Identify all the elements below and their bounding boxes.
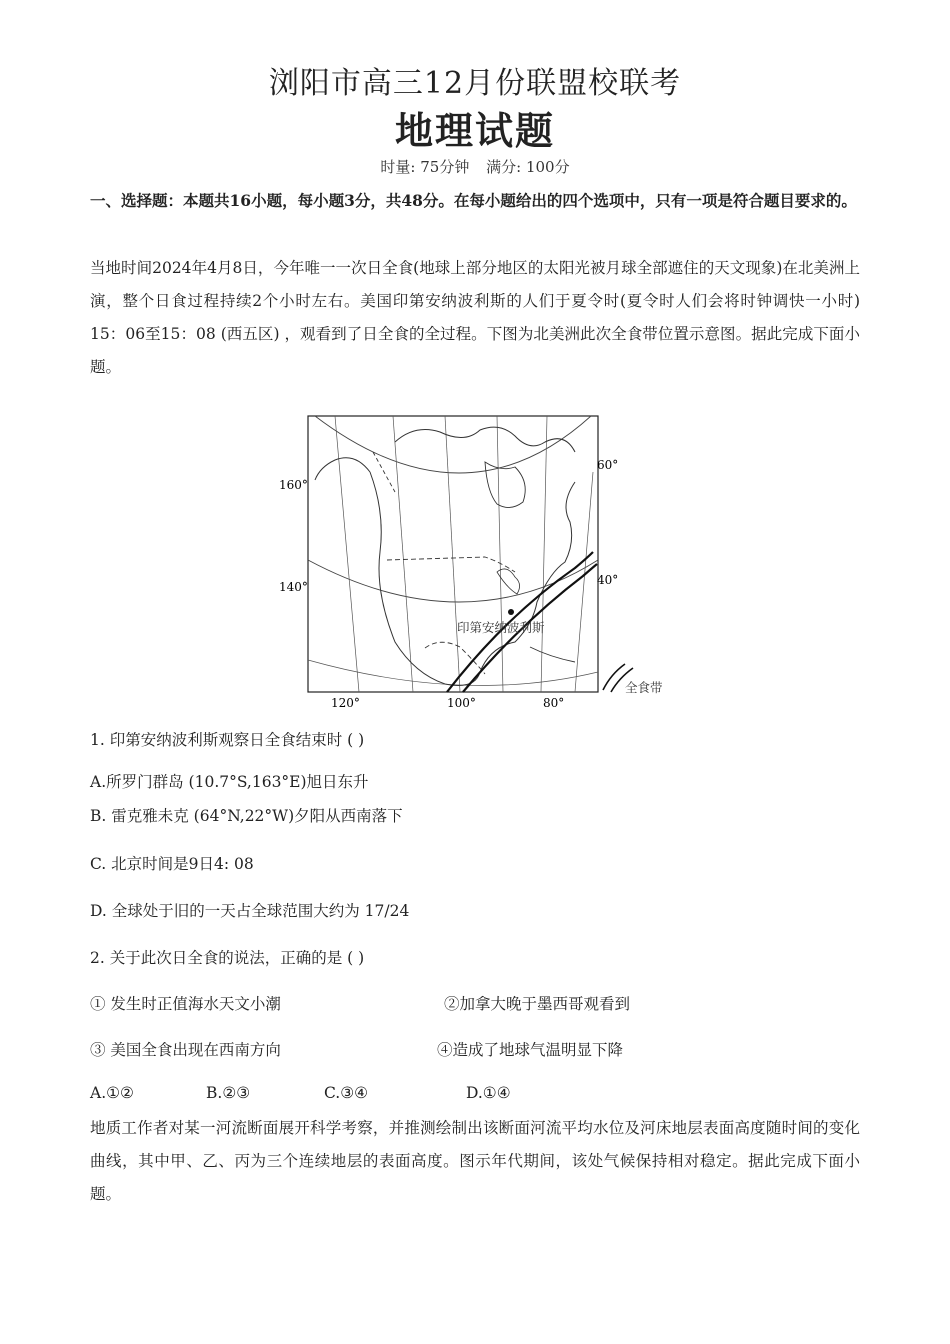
exam-meta xyxy=(0,156,950,177)
legend-label: 全食带 xyxy=(625,680,663,695)
city-label: 印第安纳波利斯 xyxy=(457,620,545,635)
lon-label-100: 100° xyxy=(447,696,476,710)
lon-label-140: 140° xyxy=(279,580,308,594)
full-score: 满分: 100分 xyxy=(486,158,570,176)
q2-statement-4: ④造成了地球气温明显下降 xyxy=(437,1041,624,1059)
q2-statement-2: ②加拿大晚于墨西哥观看到 xyxy=(444,995,631,1013)
subject-title: 地理试题 xyxy=(394,108,555,153)
q2-stem: 2. 关于此次日全食的说法，正确的是 ( ) xyxy=(90,949,365,967)
q2-option-a: A.①② xyxy=(90,1084,134,1102)
lat-label-60: 60° xyxy=(597,458,619,472)
exam-title: 浏阳市高三12月份联盟校联考 xyxy=(268,66,682,101)
q1-option-c: C. 北京时间是9日4: 08 xyxy=(90,855,254,873)
passage-river: 地质工作者对某一河流断面展开科学考察，并推测绘制出该断面河流平均水位及河床地层表面高度随时间的变化曲线，其中甲、乙、丙为三个连续地层的表面高度。图示年代期间，该处气候保持相对稳定。据此完成下面小题。 xyxy=(90,1119,860,1203)
q2-option-d: D.①④ xyxy=(466,1084,511,1102)
lon-label-80: 80° xyxy=(543,696,565,710)
q2-option-b: B.②③ xyxy=(206,1084,251,1102)
q2-statement-1: ① 发生时正值海水天文小潮 xyxy=(90,995,281,1013)
q1-stem: 1. 印第安纳波利斯观察日全食结束时 ( ) xyxy=(90,731,365,749)
q1-option-d: D. 全球处于旧的一天占全球范围大约为 17/24 xyxy=(90,902,410,920)
lon-label-160: 160° xyxy=(279,478,308,492)
q1-option-b: B. 雷克雅未克 (64°N,22°W)夕阳从西南落下 xyxy=(90,807,403,825)
q2-option-c: C.③④ xyxy=(324,1084,369,1102)
section-heading: 一、选择题：本题共16小题，每小题3分，共48分。在每小题给出的四个选项中，只有一项是符合题目要求的。 xyxy=(90,191,857,210)
city-marker xyxy=(508,609,514,615)
lon-label-120: 120° xyxy=(331,696,360,710)
q1-option-a: A.所罗门群岛 (10.7°S,163°E)旭日东升 xyxy=(90,773,369,791)
passage-eclipse: 当地时间2024年4月8日，今年唯一一次日全食(地球上部分地区的太阳光被月球全部遮住的天文现象)在北美洲上演，整个日食过程持续2个小时左右。美国印第安纳波利斯的人们于夏令时(夏令时人们会将时钟调快一小时) 15：06至15：08 (西五区) ，观看到了日全食的全过程。下图为北美洲此次全食带位置示意图。据此完成下面小题。 xyxy=(90,259,860,376)
time-limit: 时量: 75分钟 xyxy=(380,158,470,176)
q2-statement-3: ③ 美国全食出现在西南方向 xyxy=(90,1041,281,1059)
lat-label-40: 40° xyxy=(597,573,619,587)
eclipse-map xyxy=(275,412,715,712)
